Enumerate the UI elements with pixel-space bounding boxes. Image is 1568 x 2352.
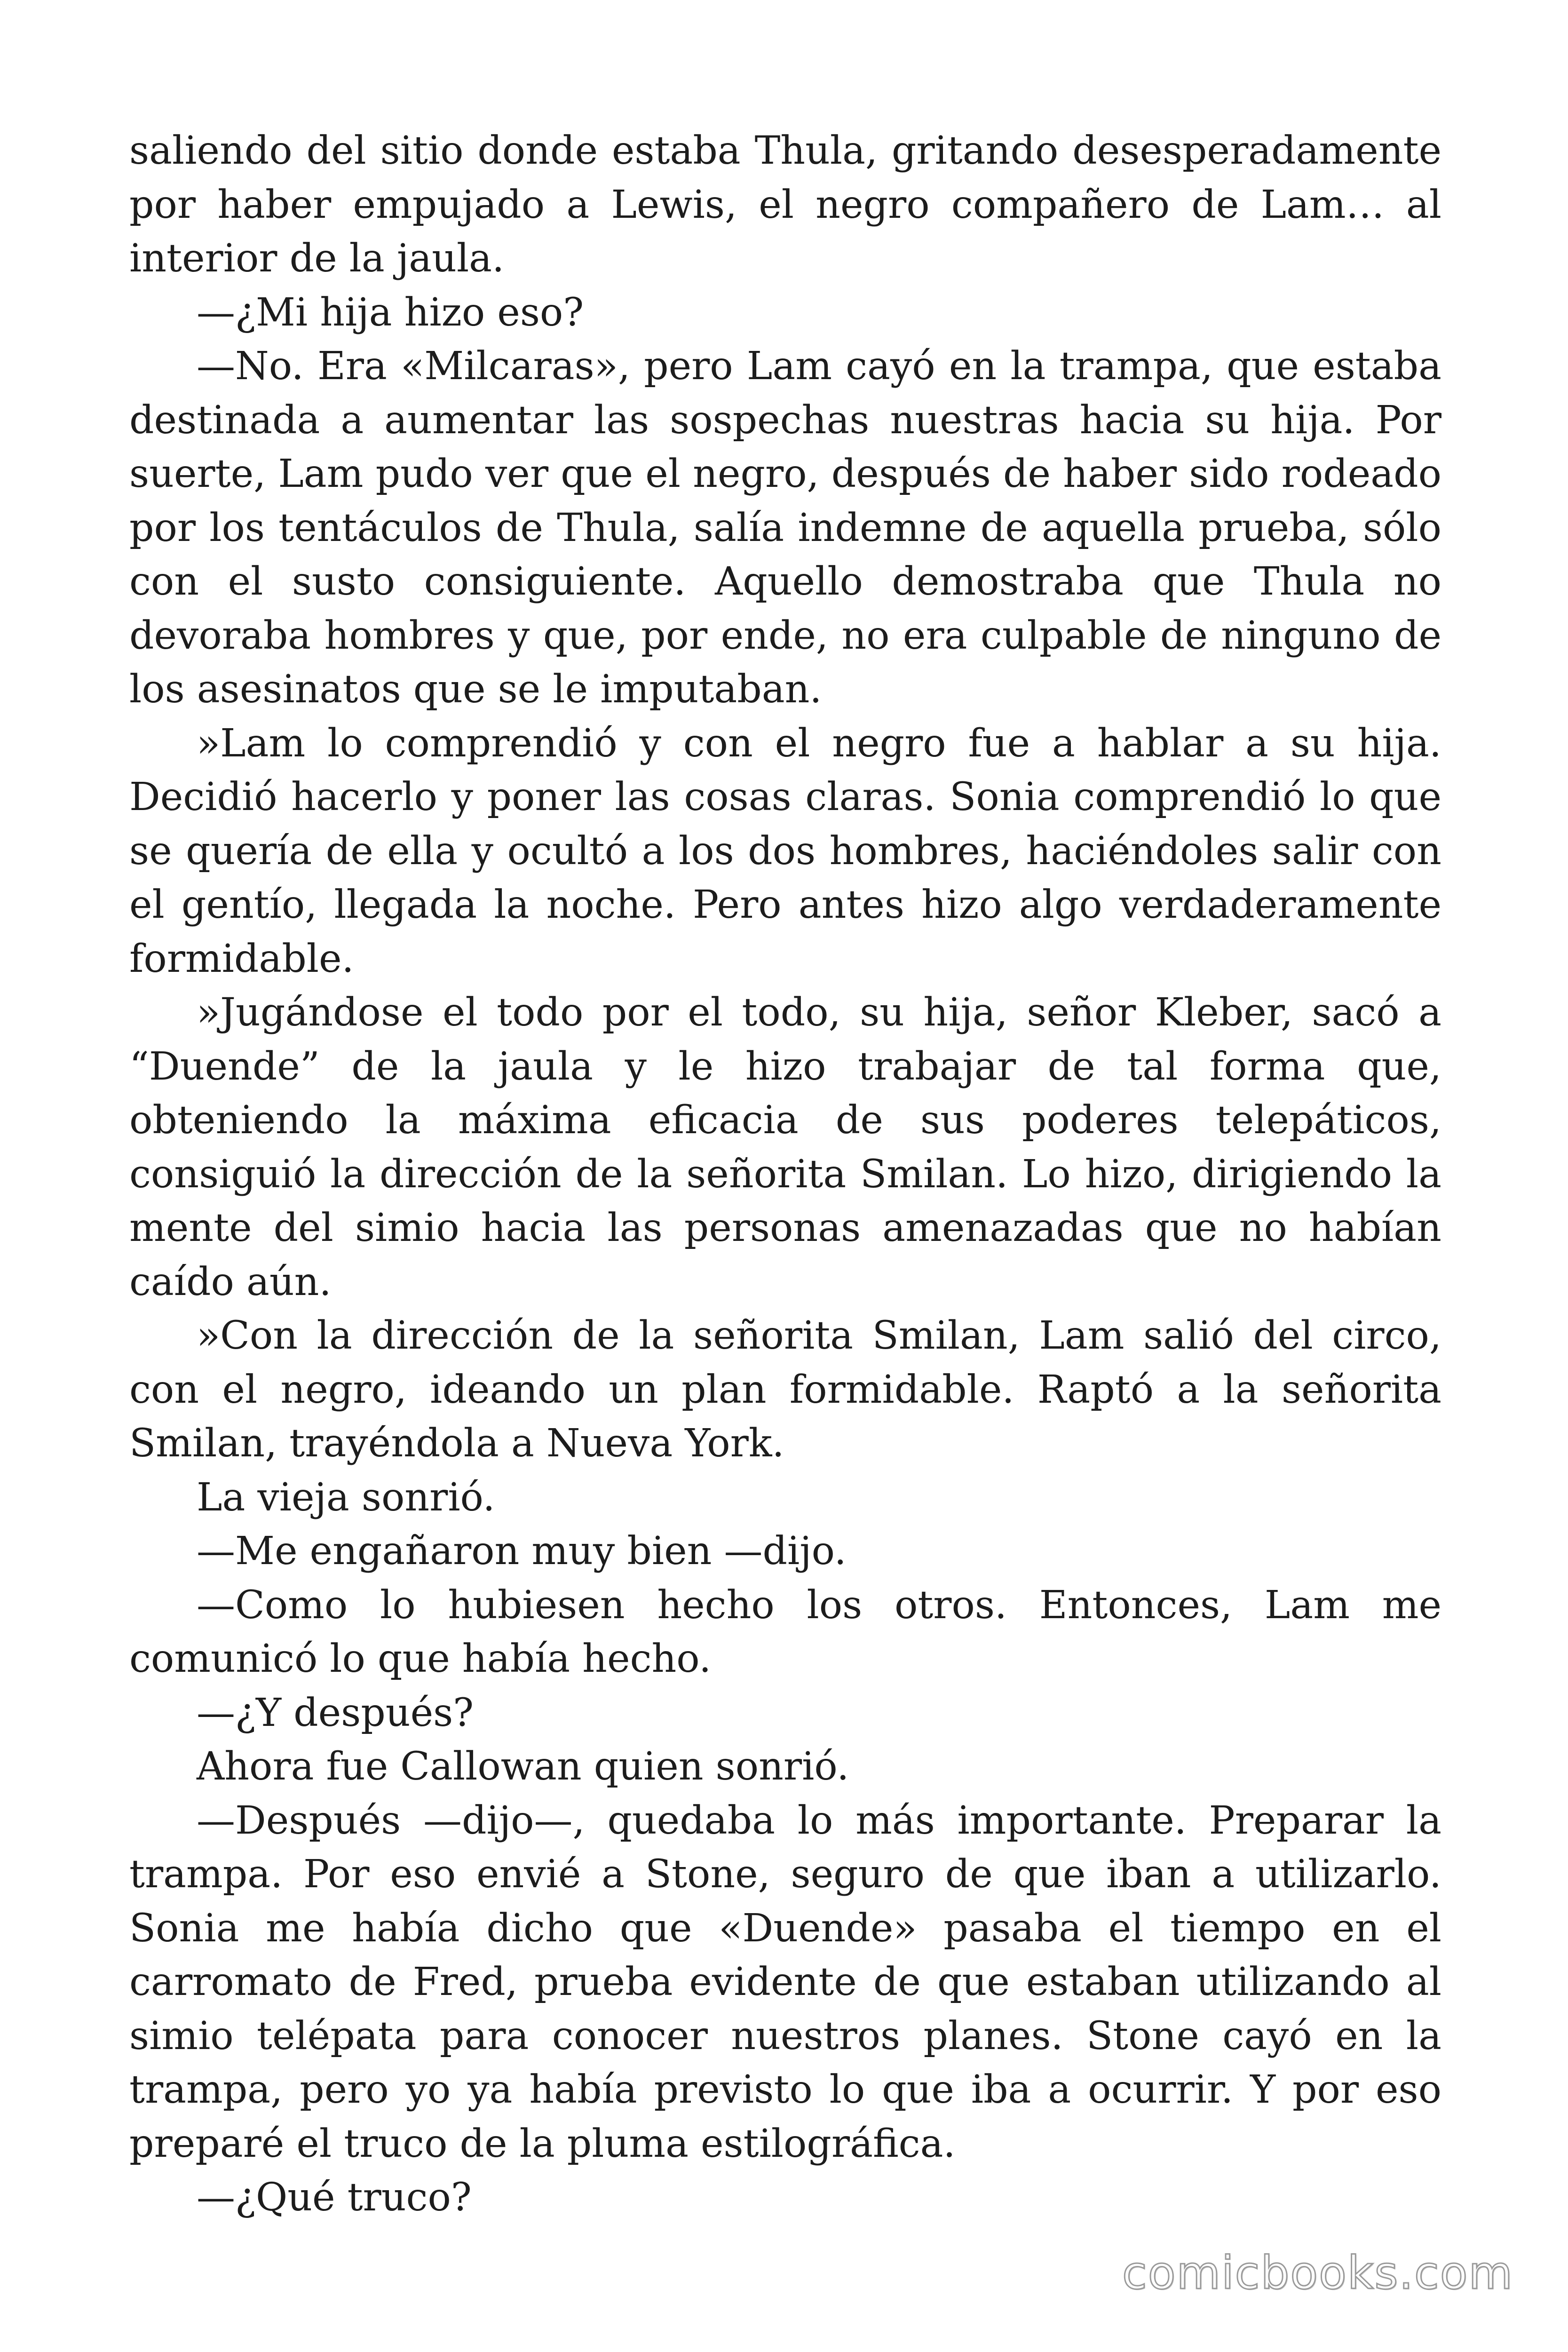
paragraph-8: —Me engañaron muy bien —dijo.: [197, 1529, 847, 1573]
paragraph-13: —¿Qué truco?: [197, 2175, 472, 2220]
page-body: [129, 124, 1441, 2225]
watermark: comicbooks.com: [1122, 2247, 1513, 2299]
paragraph-7: La vieja sonrió.: [197, 1475, 495, 1520]
paragraph-10: —¿Y después?: [197, 1690, 474, 1735]
paragraph-11: Ahora fue Callowan quien sonrió.: [197, 1744, 849, 1789]
paragraph-2: —¿Mi hija hizo eso?: [197, 290, 584, 335]
paragraph-1: saliendo del sitio donde estaba Thula, gritando desesperadamente por haber empujado a Lewis, el negro compañero de Lam… al interior de la jaula.: [129, 128, 1441, 281]
paragraph-9: —Como lo hubiesen hecho los otros. Entonces, Lam me comunicó lo que había hecho.: [129, 1582, 1441, 1681]
paragraph-6: »Con la dirección de la señorita Smilan, Lam salió del circo, con el negro, ideando un plan formidable. Raptó a la señorita Smilan, trayéndola a Nueva York.: [129, 1313, 1441, 1466]
paragraph-12: —Después —dijo—, quedaba lo más importante. Preparar la trampa. Por eso envié a Stone, seguro de que iban a utilizarlo. Sonia me había dicho que «Duende» pasaba el tiempo en el carromato de Fred, prueba evidente de que estaban utilizando al simio telépata para conocer nuestros planes. Stone cayó en la trampa, pero yo ya había previsto lo que iba a ocurrir. Y por eso preparé el truco de la pluma estilográfica.: [129, 1798, 1441, 2166]
paragraph-5: »Jugándose el todo por el todo, su hija, señor Kleber, sacó a “Duende” de la jaula y le hizo trabajar de tal forma que, obteniendo la máxima eficacia de sus poderes telepáticos, consiguió la dirección de la señorita Smilan. Lo hizo, dirigiendo la mente del simio hacia las personas amenazadas que no habían caído aún.: [129, 990, 1441, 1304]
paragraph-3: —No. Era «Milcaras», pero Lam cayó en la trampa, que estaba destinada a aumentar las sospechas nuestras hacia su hija. Por suerte, Lam pudo ver que el negro, después de haber sido rodeado por los tentáculos de Thula, salía indemne de aquella prueba, sólo con el susto consiguiente. Aquello demostraba que Thula no devoraba hombres y que, por ende, no era culpable de ninguno de los asesinatos que se le imputaban.: [129, 344, 1441, 712]
paragraph-4: »Lam lo comprendió y con el negro fue a hablar a su hija. Decidió hacerlo y poner las cosas claras. Sonia comprendió lo que se quería de ella y ocultó a los dos hombres, haciéndoles salir con el gentío, llegada la noche. Pero antes hizo algo verdaderamente formidable.: [129, 721, 1441, 981]
